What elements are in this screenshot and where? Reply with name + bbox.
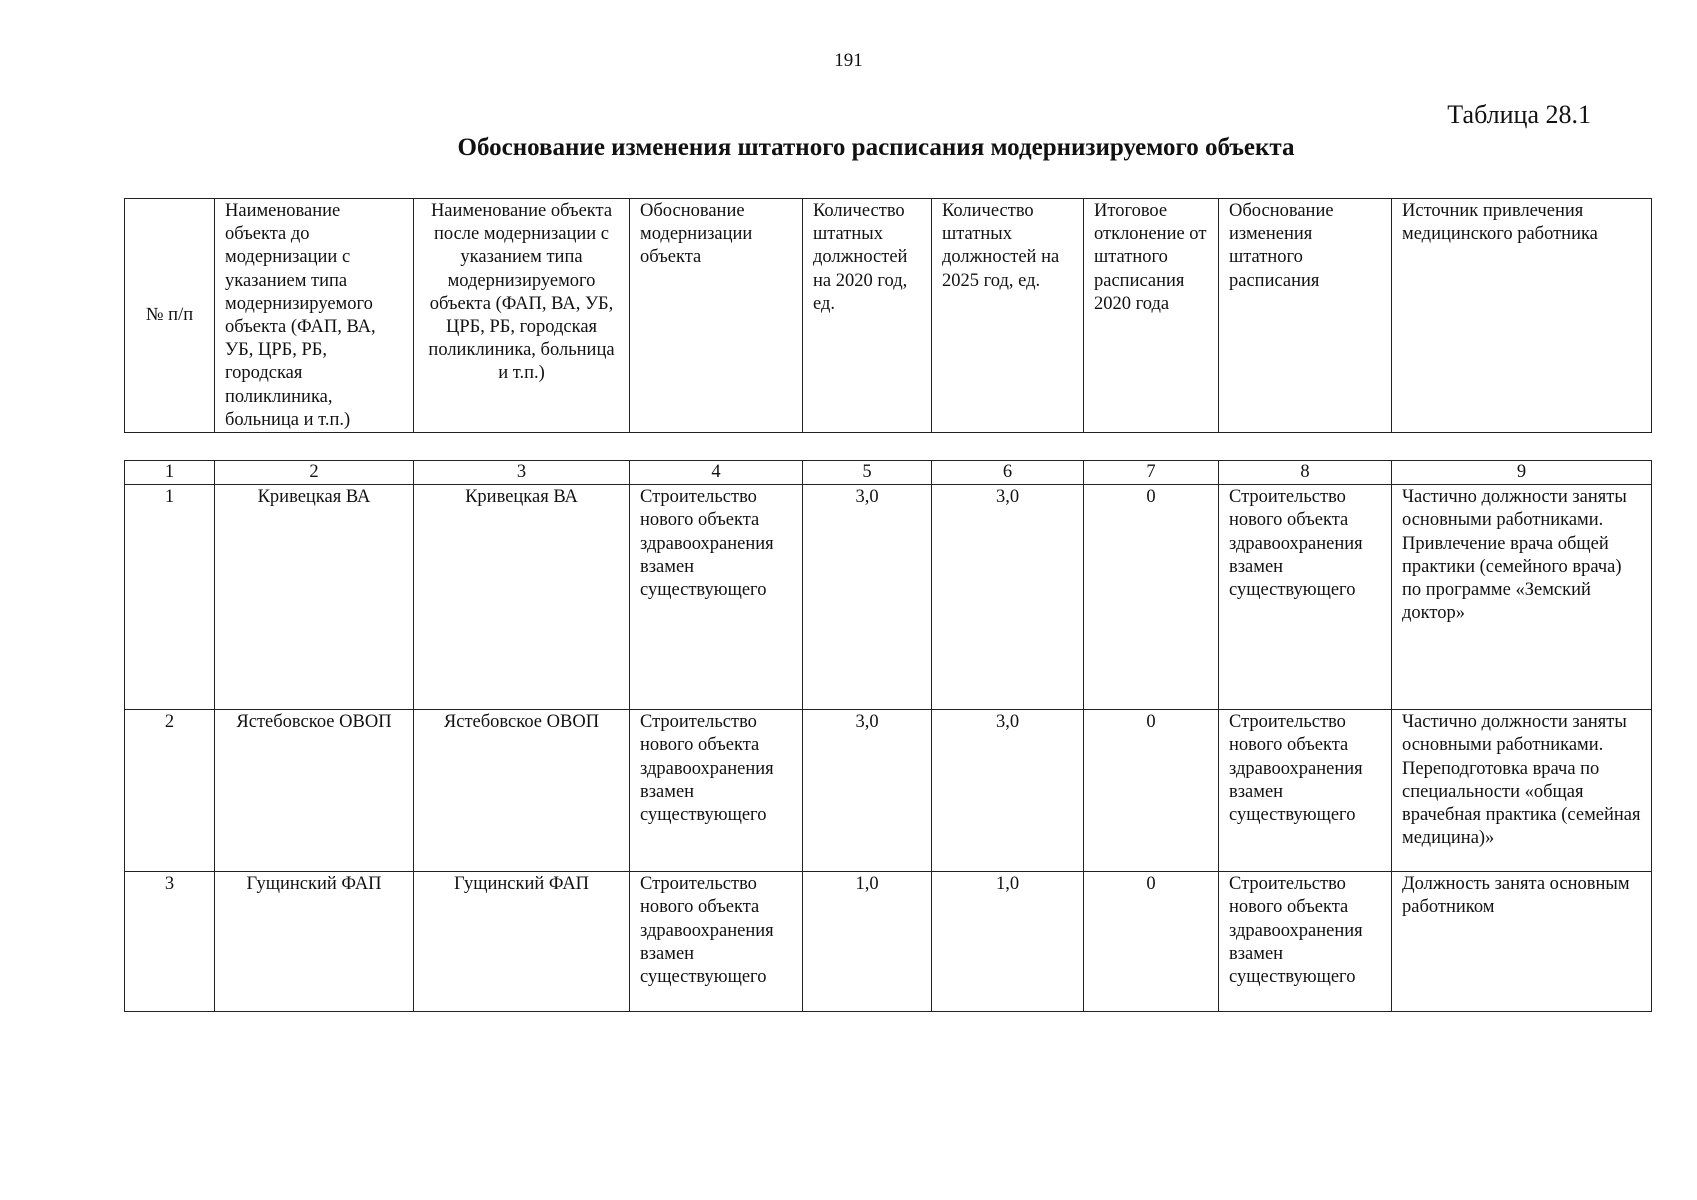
deviation: 0 bbox=[1084, 485, 1219, 710]
deviation: 0 bbox=[1084, 710, 1219, 872]
positions-2025: 3,0 bbox=[932, 485, 1084, 710]
object-name-before: Ястебовское ОВОП bbox=[215, 710, 414, 872]
deviation: 0 bbox=[1084, 872, 1219, 1012]
header-cell-staff-source: Источник привлечения медицинского работника bbox=[1392, 199, 1652, 433]
header-cell-number: № п/п bbox=[125, 199, 215, 433]
table-row bbox=[125, 872, 1652, 1012]
table-label: Таблица 28.1 bbox=[1447, 100, 1591, 129]
positions-2025: 1,0 bbox=[932, 872, 1084, 1012]
staff-change-reason: Строительство нового объекта здравоохранения взамен существующего bbox=[1219, 485, 1392, 710]
staff-source: Должность занята основным работником bbox=[1392, 872, 1652, 1012]
header-cell-deviation: Итоговое отклонение от штатного расписания 2020 года bbox=[1084, 199, 1219, 433]
positions-2020: 3,0 bbox=[803, 710, 932, 872]
column-number: 6 bbox=[932, 461, 1084, 485]
table-row bbox=[125, 485, 1652, 710]
object-name-after: Ястебовское ОВОП bbox=[414, 710, 630, 872]
page-number: 191 bbox=[834, 50, 863, 71]
row-number: 3 bbox=[125, 872, 215, 1012]
header-cell-name-after: Наименование объекта после модернизации с указанием типа модернизируемого объекта (ФАП, ВА, УБ, ЦРБ, РБ, городская поликлиника, больница и т.п.) bbox=[414, 199, 630, 433]
positions-2025: 3,0 bbox=[932, 710, 1084, 872]
column-number: 2 bbox=[215, 461, 414, 485]
column-number: 4 bbox=[630, 461, 803, 485]
column-number: 9 bbox=[1392, 461, 1652, 485]
object-name-after: Кривецкая ВА bbox=[414, 485, 630, 710]
table-row bbox=[125, 710, 1652, 872]
staff-change-reason: Строительство нового объекта здравоохранения взамен существующего bbox=[1219, 872, 1392, 1012]
data-table bbox=[124, 460, 1652, 1012]
column-number: 1 bbox=[125, 461, 215, 485]
document-title: Обоснование изменения штатного расписания модернизируемого объекта bbox=[457, 134, 1295, 161]
column-number-row bbox=[125, 461, 1652, 485]
staff-source: Частично должности заняты основными работниками. Привлечение врача общей практики (семейного врача) по программе «Земский доктор» bbox=[1392, 485, 1652, 710]
header-cell-staff-change-reason: Обоснование изменения штатного расписания bbox=[1219, 199, 1392, 433]
object-name-after: Гущинский ФАП bbox=[414, 872, 630, 1012]
positions-2020: 3,0 bbox=[803, 485, 932, 710]
column-number: 3 bbox=[414, 461, 630, 485]
modernization-justification: Строительство нового объекта здравоохранения взамен существующего bbox=[630, 485, 803, 710]
staff-change-reason: Строительство нового объекта здравоохранения взамен существующего bbox=[1219, 710, 1392, 872]
header-cell-name-before: Наименование объекта до модернизации с указанием типа модернизируемого объекта (ФАП, ВА, УБ, ЦРБ, РБ, городская поликлиника, больница и т.п.) bbox=[215, 199, 414, 433]
column-number: 5 bbox=[803, 461, 932, 485]
header-cell-positions-2020: Количество штатных должностей на 2020 год, ед. bbox=[803, 199, 932, 433]
header-cell-justification: Обоснование модернизации объекта bbox=[630, 199, 803, 433]
row-number: 2 bbox=[125, 710, 215, 872]
column-number: 8 bbox=[1219, 461, 1392, 485]
header-cell-positions-2025: Количество штатных должностей на 2025 год, ед. bbox=[932, 199, 1084, 433]
positions-2020: 1,0 bbox=[803, 872, 932, 1012]
object-name-before: Кривецкая ВА bbox=[215, 485, 414, 710]
modernization-justification: Строительство нового объекта здравоохранения взамен существующего bbox=[630, 710, 803, 872]
row-number: 1 bbox=[125, 485, 215, 710]
object-name-before: Гущинский ФАП bbox=[215, 872, 414, 1012]
modernization-justification: Строительство нового объекта здравоохранения взамен существующего bbox=[630, 872, 803, 1012]
column-number: 7 bbox=[1084, 461, 1219, 485]
staff-source: Частично должности заняты основными работниками. Переподготовка врача по специальности «общая врачебная практика (семейная медицина)» bbox=[1392, 710, 1652, 872]
table-header bbox=[124, 198, 1652, 433]
